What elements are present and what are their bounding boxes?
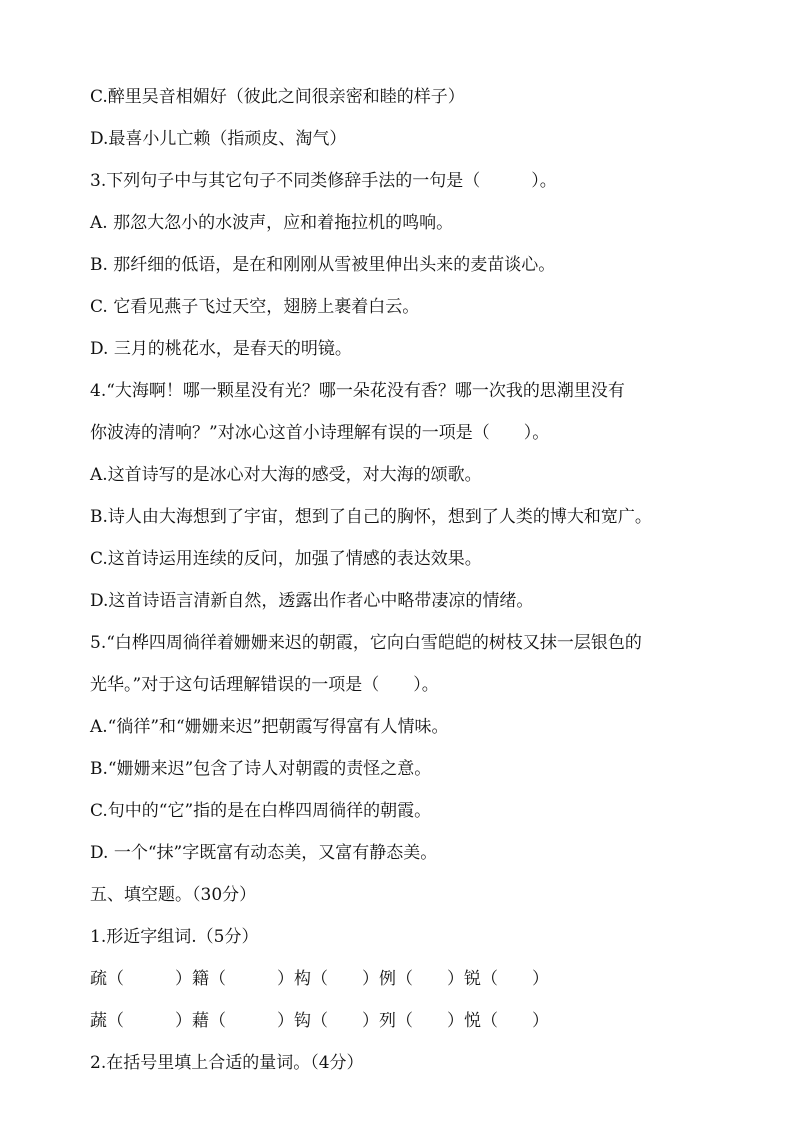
q4-option-a: A.这首诗写的是冰心对大海的感受，对大海的颂歌。: [90, 465, 482, 485]
section-5-heading: 五、填空题。（30分）: [90, 885, 257, 905]
q4-option-d: D.这首诗语言清新自然，透露出作者心中略带凄凉的情绪。: [90, 591, 534, 611]
q5-option-c: C.句中的“它”指的是在白桦四周徜徉的朝霞。: [90, 801, 432, 821]
question-4-line-1: 4.“大海啊！哪一颗星没有光？哪一朵花没有香？哪一次我的思潮里没有: [90, 381, 625, 401]
question-5-line-2: 光华。”对于这句话理解错误的一项是（ ）。: [90, 675, 439, 695]
fill-question-1: 1.形近字组词.（5分）: [90, 927, 259, 947]
q4-option-c: C.这首诗运用连续的反问，加强了情感的表达效果。: [90, 549, 482, 569]
q5-option-a: A.“徜徉”和“姗姗来迟”把朝霞写得富有人情味。: [90, 717, 449, 737]
q4-option-b: B.诗人由大海想到了宇宙，想到了自己的胸怀，想到了人类的博大和宽广。: [90, 507, 652, 527]
question-3: 3.下列句子中与其它句子不同类修辞手法的一句是（ ）。: [90, 171, 557, 191]
option-c-text: C.醉里吴音相媚好（彼此之间很亲密和睦的样子）: [90, 87, 465, 107]
question-4-line-2: 你波涛的清响？”对冰心这首小诗理解有误的一项是（ ）。: [90, 423, 550, 443]
q3-option-a: A. 那忽大忽小的水波声，应和着拖拉机的鸣响。: [90, 213, 454, 233]
fill-question-2: 2.在括号里填上合适的量词。（4分）: [90, 1053, 364, 1073]
char-row-2: 蔬（ ）藉（ ）钩（ ）列（ ）悦（ ）: [90, 1011, 549, 1031]
q3-option-b: B. 那纤细的低语，是在和刚刚从雪被里伸出头来的麦苗谈心。: [90, 255, 556, 275]
q5-option-b: B.“姗姗来迟”包含了诗人对朝霞的责怪之意。: [90, 759, 432, 779]
option-d-text: D.最喜小儿亡赖（指顽皮、淘气）: [90, 129, 347, 149]
q3-option-c: C. 它看见燕子飞过天空，翅膀上裹着白云。: [90, 297, 420, 317]
char-row-1: 疏（ ）籍（ ）构（ ）例（ ）锐（ ）: [90, 969, 549, 989]
question-5-line-1: 5.“白桦四周徜徉着姗姗来迟的朝霞，它向白雪皑皑的树枝又抹一层银色的: [90, 633, 642, 653]
q5-option-d: D. 一个“抹”字既富有动态美，又富有静态美。: [90, 843, 438, 863]
q3-option-d: D. 三月的桃花水，是春天的明镜。: [90, 339, 352, 359]
